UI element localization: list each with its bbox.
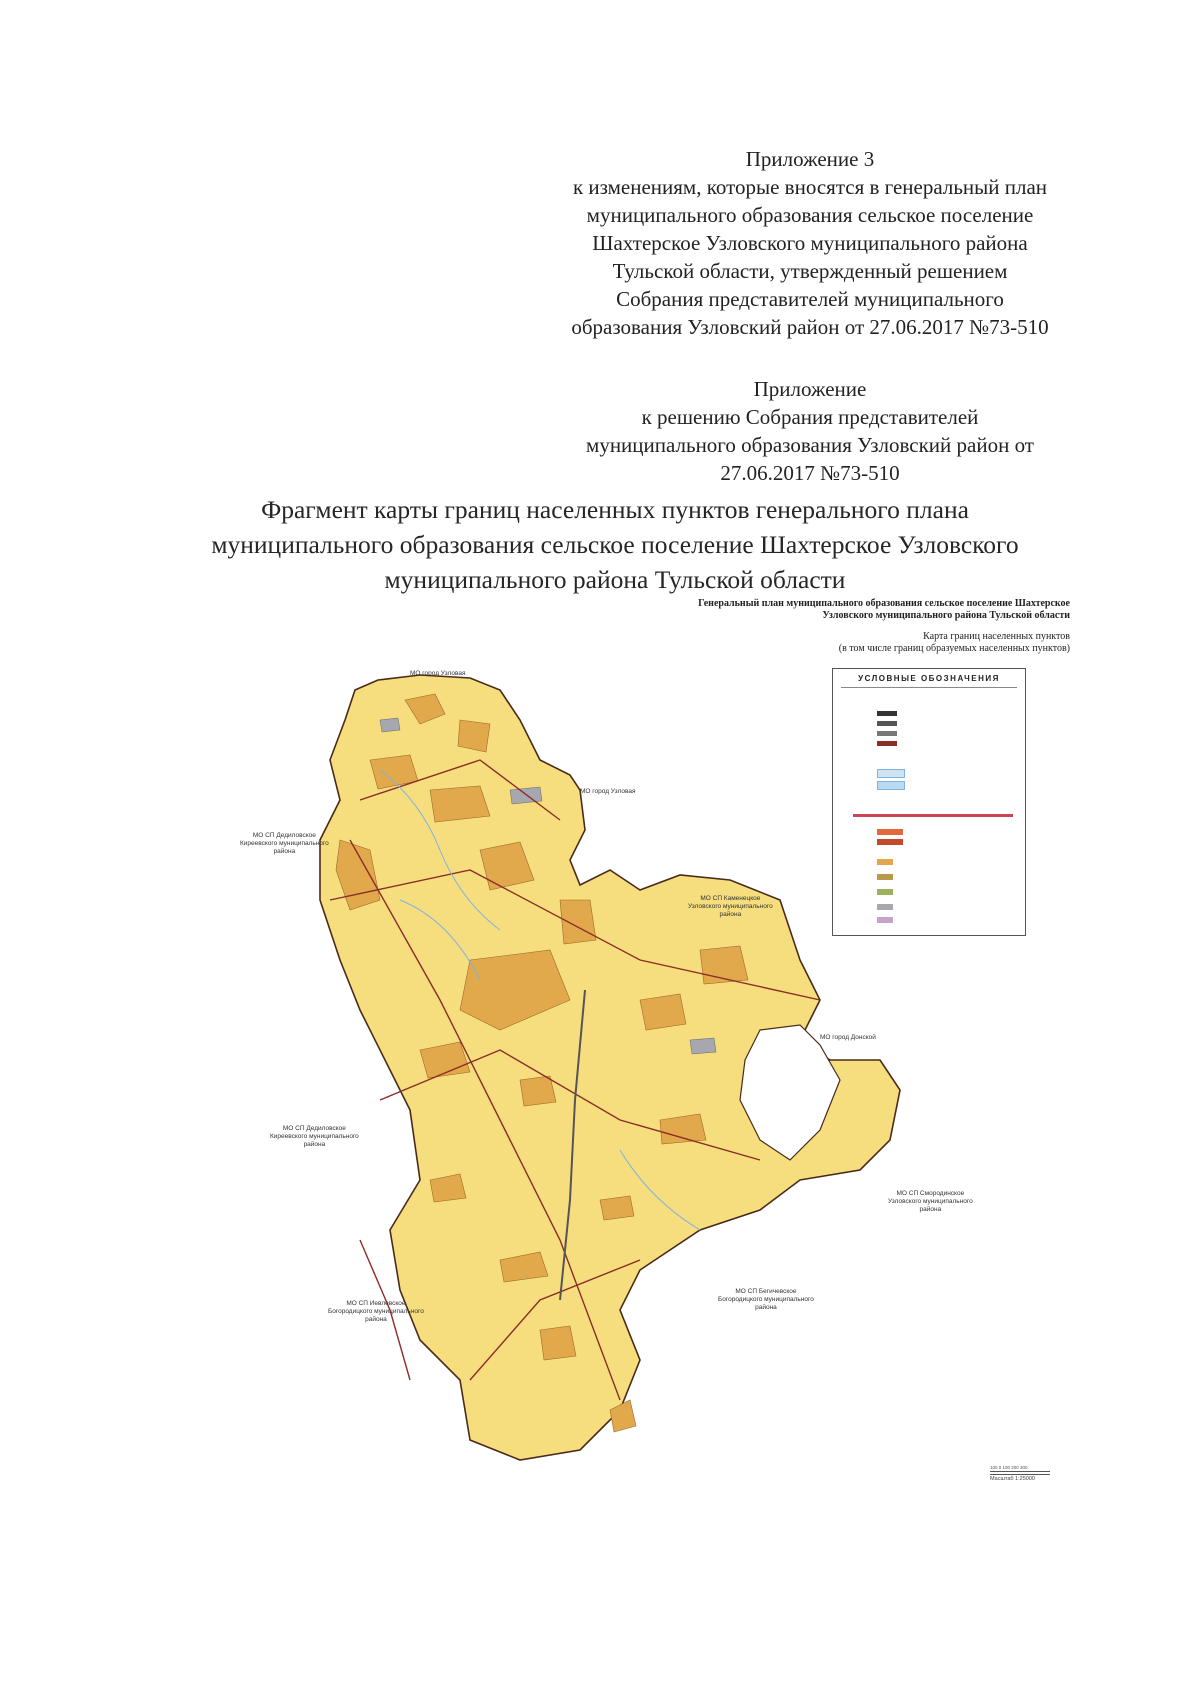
neighbor-label-line: МО СП Иевлевское (346, 1300, 406, 1307)
neighbor-label-line: Узловского муниципального (888, 1198, 973, 1205)
neighbor-label-line: МО СП Смородинское (896, 1190, 965, 1197)
appendix-3-line: Собрания представителей муниципального (616, 287, 1004, 311)
appendix-3-line: Тульской области, утвержденный решением (612, 259, 1008, 283)
neighbor-label-east-low (888, 1190, 973, 1214)
neighbor-label-line: района (365, 1316, 387, 1323)
appendix-3-line: муниципального образования сельское поселение (586, 203, 1034, 227)
neighbor-label-line: МО СП Дедиловское (252, 832, 316, 839)
scale-ticks: 100 0 100 200 300 (990, 1465, 1028, 1470)
scale-bar (990, 1471, 1050, 1475)
legend-swatch-settlement (877, 874, 893, 880)
neighbor-label-line: МО город Узловая (410, 670, 466, 677)
neighbor-label-north (410, 670, 465, 678)
map-legend (832, 668, 1026, 936)
neighbor-label-line: МО город Узловая (580, 788, 636, 795)
legend-swatch-road (877, 741, 897, 746)
neighbor-label-east-mid (688, 895, 773, 919)
appendix-line: 27.06.2017 №73-510 (720, 461, 900, 485)
map-header-line: Узловского муниципального района Тульской области (822, 610, 1070, 621)
map-subtitle-line: Карта границ населенных пунктов (923, 631, 1070, 642)
neighbor-label-south-west (328, 1300, 424, 1324)
legend-swatch-border (877, 731, 897, 736)
neighbor-label-line: района (273, 848, 296, 855)
neighbor-label-line: Узловского муниципального (688, 903, 773, 910)
neighbor-label-west-mid (270, 1125, 359, 1149)
neighbor-label-line: МО СП Каменецкое (700, 895, 761, 902)
neighbor-label-line: МО город Донской (820, 1034, 876, 1041)
appendix-line: муниципального образования Узловский район от (586, 433, 1034, 457)
map-scale (990, 1465, 1060, 1485)
legend-swatch-highway (877, 839, 903, 845)
appendix-3-line: к изменениям, которые вносятся в генеральный план (572, 175, 1048, 199)
neighbor-label-line: района (719, 911, 742, 918)
neighbor-label-south-east (718, 1288, 814, 1312)
heading-line: муниципального образования сельское поселение Шахтерское Узловского (211, 530, 1019, 559)
heading-line: Фрагмент карты границ населенных пунктов генерального плана (261, 495, 969, 524)
legend-swatch-industrial (877, 904, 893, 910)
neighbor-label-northeast (580, 788, 635, 796)
neighbor-label-line: района (303, 1141, 326, 1148)
neighbor-label-line: МО СП Дедиловское (282, 1125, 346, 1132)
appendix-line: к решению Собрания представителей (641, 405, 979, 429)
map-header-line: Генеральный план муниципального образования сельское поселение Шахтерское (698, 598, 1070, 609)
legend-swatch-border (877, 721, 897, 726)
neighbor-label-line: района (919, 1206, 942, 1213)
appendix-title: Приложение (753, 377, 867, 401)
scale-text: Масштаб 1:25000 (990, 1476, 1035, 1482)
neighbor-label-line: МО СП Бегичевское (735, 1288, 797, 1295)
appendix-3-line: Шахтерское Узловского муниципального района (592, 231, 1028, 255)
legend-title: УСЛОВНЫЕ ОБОЗНАЧЕНИЯ (858, 674, 1000, 683)
map-subtitle-line: (в том числе границ образуемых населенных пунктов) (838, 643, 1070, 654)
neighbor-label-east-town (820, 1034, 876, 1042)
appendix-3-line: образования Узловский район от 27.06.2017 №73-510 (571, 315, 1049, 339)
neighbor-label-line: Киреевского муниципального (270, 1133, 359, 1140)
legend-swatch-water (877, 781, 905, 790)
legend-swatch-settlement (877, 859, 893, 865)
legend-swatch-border (877, 711, 897, 716)
neighbor-label-line: Богородицкого муниципального (328, 1308, 424, 1315)
legend-divider (841, 687, 1017, 688)
legend-swatch-green (877, 889, 893, 895)
legend-swatch-water (877, 769, 905, 778)
legend-swatch-special (877, 917, 893, 923)
neighbor-label-line: Киреевского муниципального (240, 840, 329, 847)
legend-swatch-rail (853, 814, 1013, 817)
neighbor-label-line: Богородицкого муниципального (718, 1296, 814, 1303)
appendix-3-title: Приложение 3 (745, 147, 875, 171)
neighbor-label-line: района (755, 1304, 777, 1311)
legend-swatch-highway (877, 829, 903, 835)
neighbor-label-west-top (240, 832, 329, 856)
heading-line: муниципального района Тульской области (384, 565, 846, 594)
